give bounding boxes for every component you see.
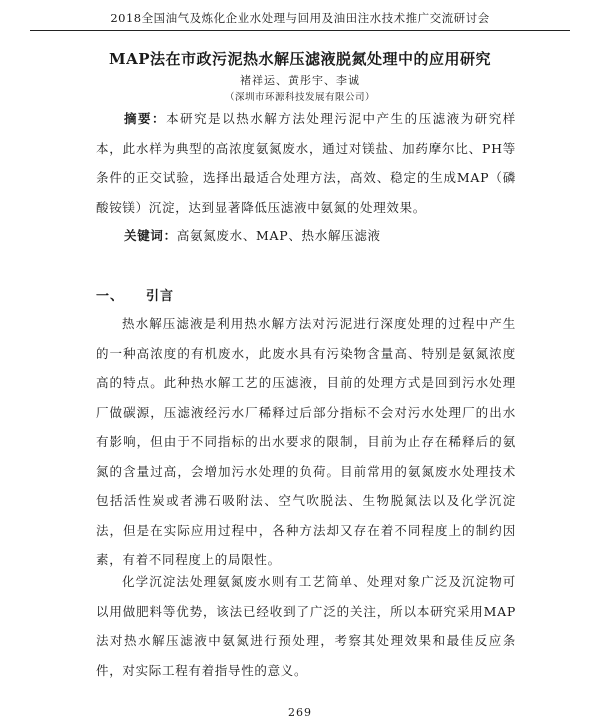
keywords bbox=[96, 221, 516, 251]
affiliation: （深圳市环源科技发展有限公司） bbox=[224, 92, 375, 103]
paper-title: MAP法在市政污泥热水解压滤液脱氮处理中的应用研究 bbox=[108, 50, 492, 68]
header-rule bbox=[30, 30, 570, 31]
abstract-label: 摘要： bbox=[124, 111, 167, 126]
page-number: 269 bbox=[288, 706, 312, 719]
authors: 褚祥运、黄彤宇、李诚 bbox=[240, 74, 360, 87]
abstract bbox=[96, 104, 516, 222]
section-title: 引言 bbox=[146, 289, 175, 304]
keywords-text: 高氨氮废水、MAP、热水解压滤液 bbox=[176, 228, 381, 243]
abstract-text: 本研究是以热水解方法处理污泥中产生的压滤液为研究样本，此水样为典型的高浓度氨氮废水，通过对镁盐、加药摩尔比、PH等条件的正交试验，选择出最适合处理方法，高效、稳定的生成MAP（磷酸铵镁）沉淀，达到显著降低压滤液中氨氮的处理效果。 bbox=[96, 111, 516, 215]
intro-paragraph-2: 化学沉淀法处理氨氮废水则有工艺简单、处理对象广泛及沉淀物可以用做肥料等优势，该法已经收到了广泛的关注，所以本研究采用MAP法对热水解压滤液中氨氮进行预处理，考察其处理效果和最佳反应条件，对实际工程有着指导性的意义。 bbox=[96, 574, 516, 678]
section-number: 一、 bbox=[96, 289, 125, 304]
running-header: 2018全国油气及炼化企业水处理与回用及油田注水技术推广交流研讨会 bbox=[110, 11, 490, 25]
keywords-label: 关键词： bbox=[124, 228, 177, 243]
section-heading bbox=[96, 285, 174, 304]
intro-paragraph-1: 热水解压滤液是利用热水解方法对污泥进行深度处理的过程中产生的一种高浓度的有机废水，此废水具有污染物含量高、特别是氨氮浓度高的特点。此种热水解工艺的压滤液，目前的处理方式是回到污水处理厂做碳源，压滤液经污水厂稀释过后部分指标不会对污水处理厂的出水有影响，但由于不同指标的出水要求的限制，目前为止存在稀释后的氨氮的含量过高，会增加污水处理的负荷。目前常用的氨氮废水处理技术包括活性炭或者沸石吸附法、空气吹脱法、生物脱氮法以及化学沉淀法，但是在实际应用过程中，各种方法却又存在着不同程度上的制约因素，有着不同程度上的局限性。 bbox=[96, 316, 516, 567]
